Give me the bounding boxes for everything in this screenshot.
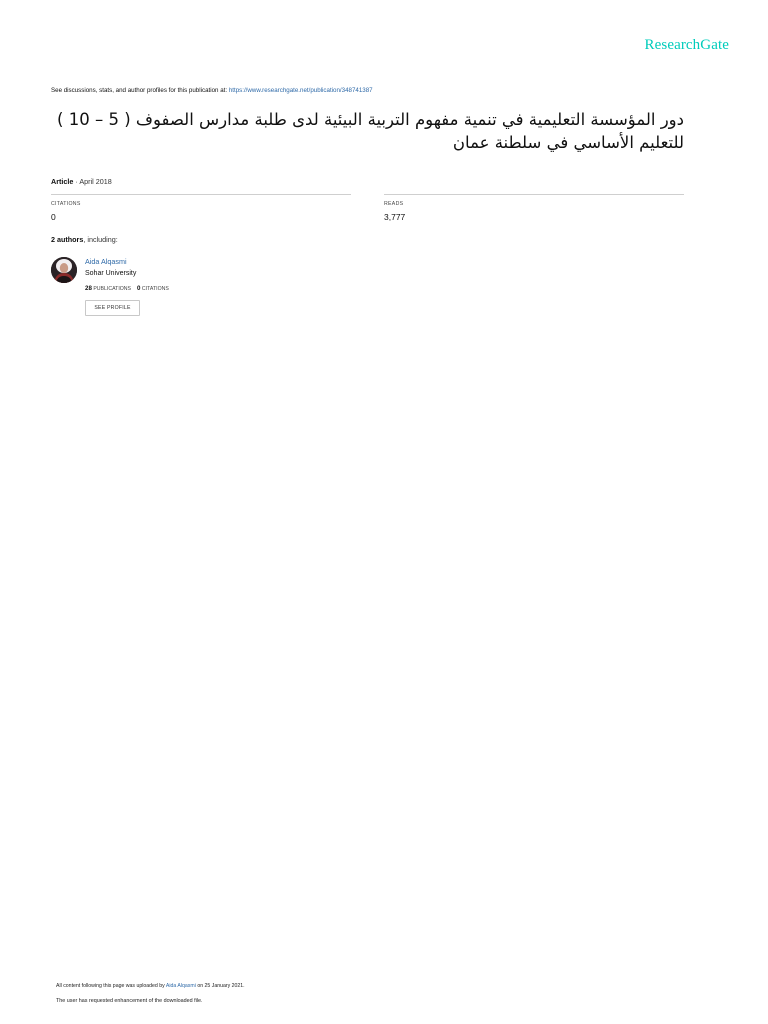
reads-label: READS bbox=[384, 201, 404, 207]
author-institution: Sohar University bbox=[85, 270, 137, 277]
researchgate-logo[interactable]: ResearchGate bbox=[644, 37, 729, 53]
publication-title bbox=[51, 108, 684, 154]
author-photo-avatar-icon bbox=[51, 257, 77, 283]
author-name-link[interactable]: Aida Alqasmi bbox=[85, 257, 127, 266]
uploader-link[interactable]: Aida Alqasmi bbox=[165, 983, 196, 989]
citations-label: CITATIONS bbox=[51, 201, 81, 207]
stats-divider-left bbox=[51, 194, 351, 195]
see-profile-button[interactable]: SEE PROFILE bbox=[85, 300, 140, 316]
discussion-line bbox=[51, 87, 373, 94]
upload-notice bbox=[56, 983, 245, 989]
publication-url-link[interactable]: https://www.researchgate.net/publication/348741387 bbox=[228, 87, 373, 94]
title-line-2: للتعليم الأساسي في سلطنة عمان bbox=[452, 133, 684, 152]
author-stats bbox=[85, 285, 169, 292]
upload-suffix: on 25 January 2021. bbox=[195, 983, 245, 989]
meta-separator: · bbox=[73, 177, 80, 186]
authors-count: 2 authors bbox=[51, 235, 84, 244]
upload-prefix: All content following this page was uploaded by bbox=[56, 983, 166, 989]
title-line-1: دور المؤسسة التعليمية في تنمية مفهوم التربية البيئية لدى طلبة مدارس الصفوف ( 5 – 10 ) bbox=[57, 110, 684, 129]
author-publications-label: PUBLICATIONS bbox=[93, 286, 132, 292]
publication-date: April 2018 bbox=[79, 177, 112, 186]
author-citations-label: CITATIONS bbox=[141, 286, 169, 292]
reads-value: 3,777 bbox=[384, 212, 406, 222]
author-publications-count: 28 bbox=[85, 285, 92, 292]
publication-meta bbox=[51, 177, 112, 186]
author-citations-count: 0 bbox=[137, 285, 141, 292]
enhancement-note: The user has requested enhancement of the downloaded file. bbox=[56, 998, 203, 1004]
authors-suffix: , including: bbox=[83, 235, 118, 244]
citations-value: 0 bbox=[51, 212, 56, 222]
publication-type: Article bbox=[51, 177, 74, 186]
authors-summary bbox=[51, 235, 118, 244]
author-avatar[interactable] bbox=[51, 257, 77, 283]
discussion-prefix: See discussions, stats, and author profiles for this publication at: bbox=[51, 87, 229, 94]
stats-divider-right bbox=[384, 194, 684, 195]
